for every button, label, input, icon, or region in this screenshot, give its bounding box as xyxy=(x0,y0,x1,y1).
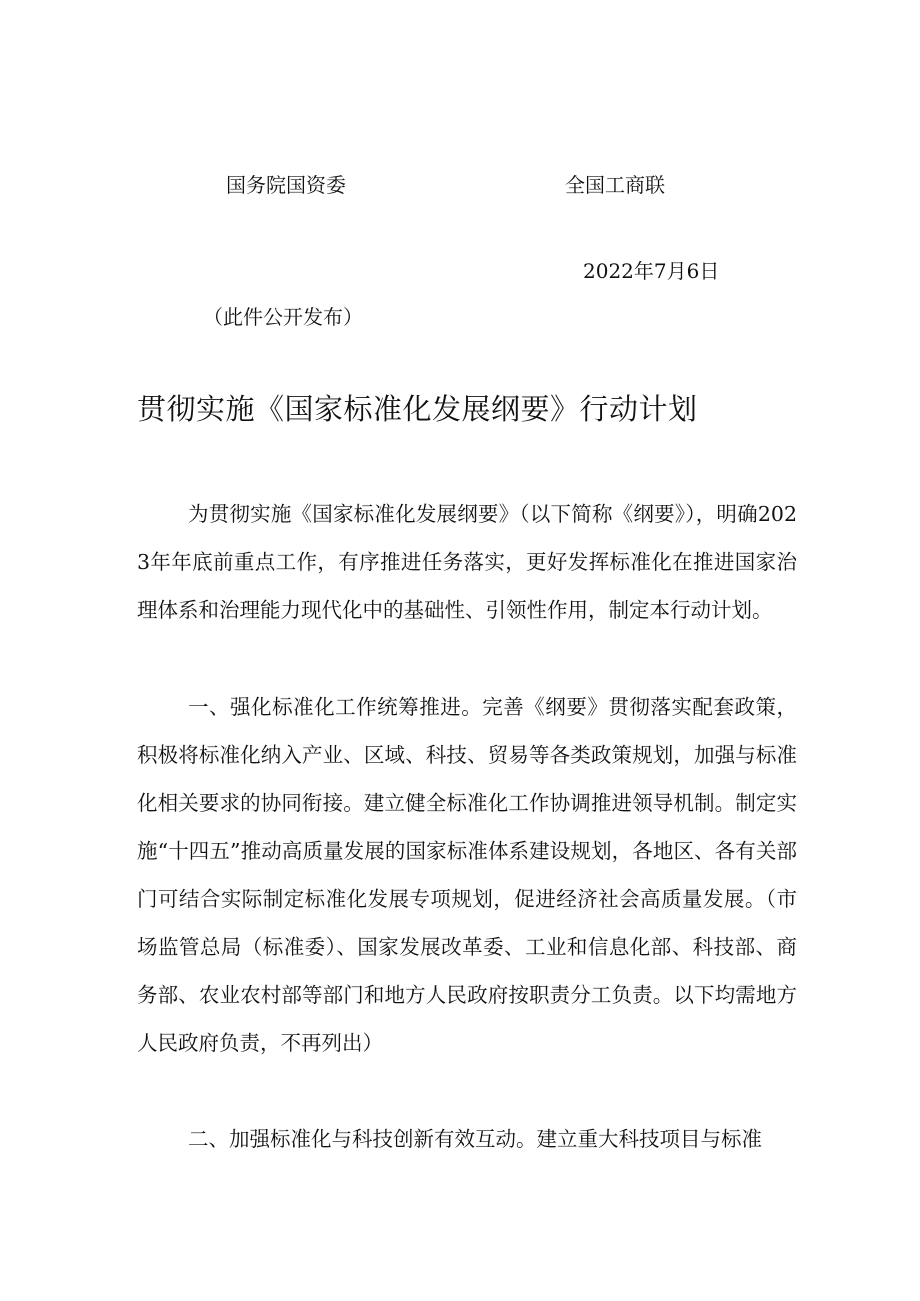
section-2-paragraph: 二、加强标准化与科技创新有效互动。建立重大科技项目与标准 xyxy=(188,1127,762,1151)
issuer-right: 全国工商联 xyxy=(565,173,665,197)
publication-note: （此件公开发布） xyxy=(203,305,363,329)
intro-paragraph: 为贯彻实施《国家标准化发展纲要》（以下简称《纲要》），明确2023年年底前重点工作，有序推进任务落实，更好发挥标准化在推进国家治理体系和治理能力现代化中的基础性、引领性作用，制定本行动计划。 xyxy=(137,502,797,622)
document-title: 贯彻实施《国家标准化发展纲要》行动计划 xyxy=(137,392,698,426)
issuer-left: 国务院国资委 xyxy=(226,173,346,197)
issue-date: 2022年7月6日 xyxy=(583,259,720,283)
section-1-paragraph: 一、强化标准化工作统筹推进。完善《纲要》贯彻落实配套政策，积极将标准化纳入产业、区域、科技、贸易等各类政策规划，加强与标准化相关要求的协同衔接。建立健全标准化工作协调推进领导机制。制定实施“十四五”推动高质量发展的国家标准体系建设规划，各地区、各有关部门可结合实际制定标准化发展专项规划，促进经济社会高质量发展。（市场监管总局（标准委）、国家发展改革委、工业和信息化部、科技部、商务部、农业农村部等部门和地方人民政府按职责分工负责。以下均需地方人民政府负责，不再列出） xyxy=(137,695,797,1055)
